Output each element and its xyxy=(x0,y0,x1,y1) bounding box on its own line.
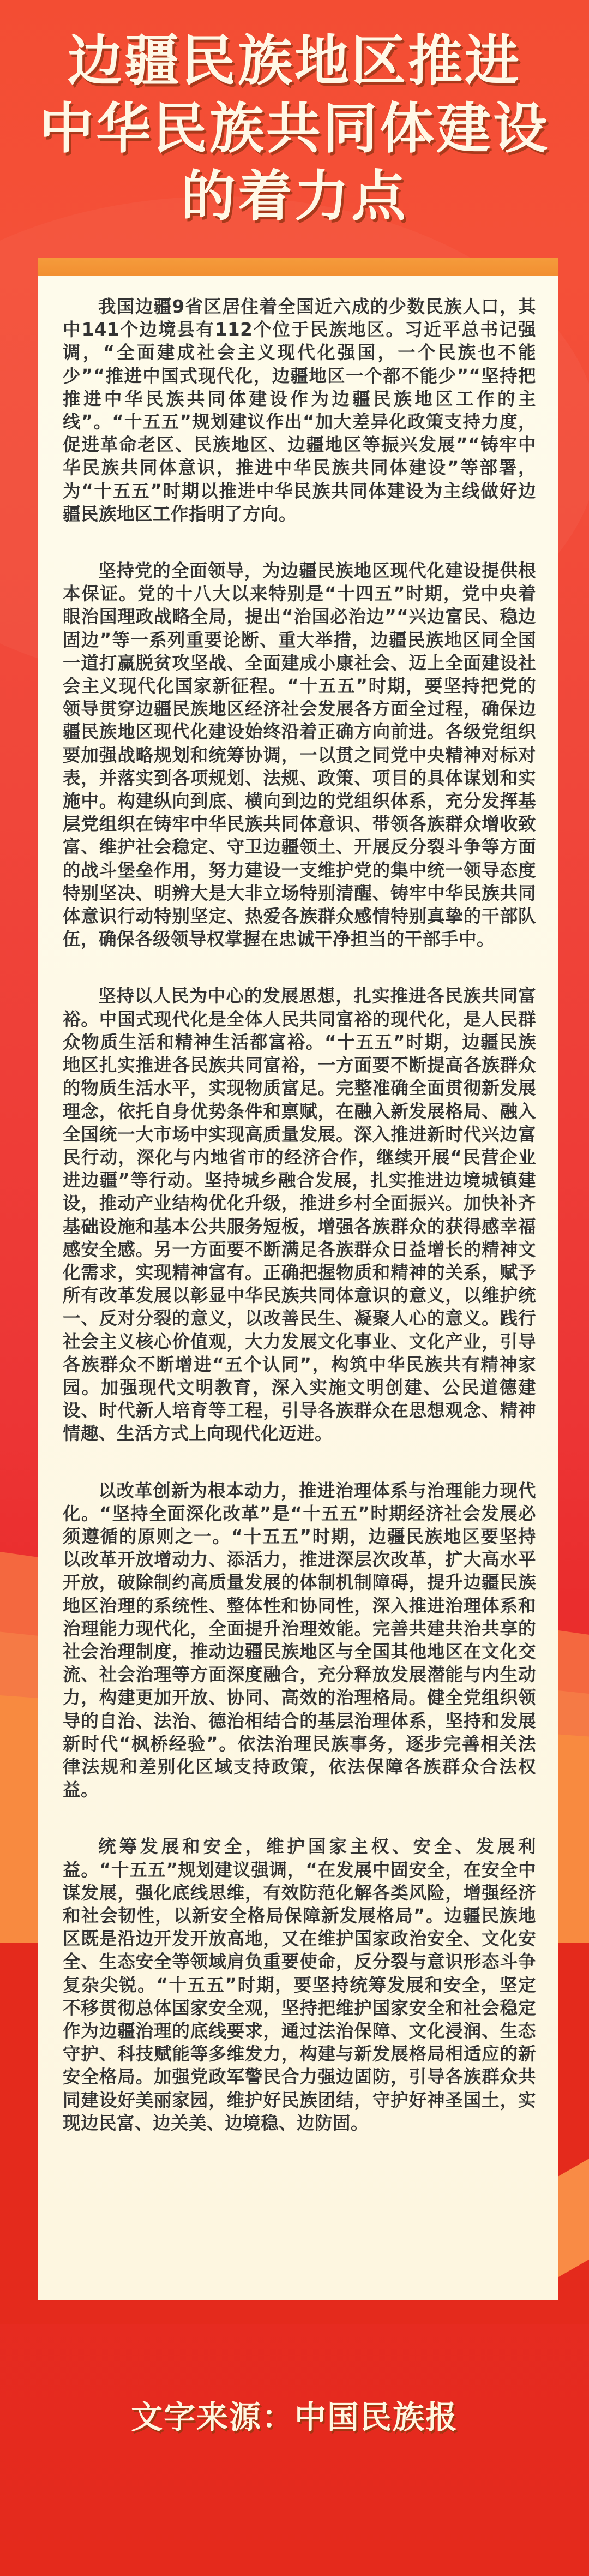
card-header-band xyxy=(38,258,558,276)
page-title xyxy=(0,27,589,230)
article-body xyxy=(38,276,558,2300)
source-credit: 文字来源：中国民族报 xyxy=(130,2399,458,2436)
article-paragraph-reform-governance: 以改革创新为根本动力，推进治理体系与治理能力现代化。“坚持全面深化改革”是“十五五”时期经济社会发展必须遵循的原则之一。“十五五”时期，边疆民族地区要坚持以改革开放增动力、添活力，推进深层次改革，扩大高水平开放，破除制约高质量发展的体制机制障碍，提升边疆民族地区治理的系统性、整体性和协同性，深入推进治理体系和治理能力现代化，全面提升治理效能。完善共建共治共享的社会治理制度，推动边疆民族地区与全国其他地区在文化交流、社会治理等方面深度融合，充分释放发展潜能与内生动力，构建更加开放、协同、高效的治理格局。健全党组织领导的自治、法治、德治相结合的基层治理体系，坚持和发展新时代“枫桥经验”。依法治理民族事务，逐步完善相关法律法规和差别化区域支持政策，依法保障各族群众合法权益。 xyxy=(63,1480,536,1801)
article-card xyxy=(38,258,558,2300)
title-line-1: 边疆民族地区推进 xyxy=(68,29,521,93)
title-line-3: 的着力点 xyxy=(181,164,408,228)
title-line-2: 中华民族共同体建设 xyxy=(39,97,550,160)
article-paragraph-party-leadership: 坚持党的全面领导，为边疆民族地区现代化建设提供根本保证。党的十八大以来特别是“十四五”时期，党中央着眼治国理政战略全局，提出“治国必治边”“兴边富民、稳边固边”等一系列重要论断、重大举措，边疆民族地区同全国一道打赢脱贫攻坚战、全面建成小康社会、迈上全面建设社会主义现代化国家新征程。“十五五”时期，要坚持把党的领导贯穿边疆民族地区经济社会发展各方面全过程，确保边疆民族地区现代化建设始终沿着正确方向前进。各级党组织要加强战略规划和统筹协调，一以贯之同党中央精神对标对表，并落实到各项规划、法规、政策、项目的具体谋划和实施中。构建纵向到底、横向到边的党组织体系，充分发挥基层党组织在铸牢中华民族共同体意识、带领各族群众增收致富、维护社会稳定、守卫边疆领土、开展反分裂斗争等方面的战斗堡垒作用，努力建设一支维护党的集中统一领导态度特别坚决、明辨大是大非立场特别清醒、铸牢中华民族共同体意识行动特别坚定、热爱各族群众感情特别真挚的干部队伍，确保各级领导权掌握在忠诚干净担当的干部手中。 xyxy=(63,560,536,950)
article-paragraph-development-security: 统筹发展和安全，维护国家主权、安全、发展利益。“十五五”规划建议强调，“在发展中固安全，在安全中谋发展，强化底线思维，有效防范化解各类风险，增强经济和社会韧性，以新安全格局保障新发展格局”。边疆民族地区既是沿边开发开放高地，又在维护国家政治安全、文化安全、生态安全等领域肩负重要使命，反分裂与意识形态斗争复杂尖锐。“十五五”时期，要坚持统筹发展和安全，坚定不移贯彻总体国家安全观，坚持把维护国家安全和社会稳定作为边疆治理的底线要求，通过法治保障、文化浸润、生态守护、科技赋能等多维发力，构建与新发展格局相适应的新安全格局。加强党政军警民合力强边固防，引导各族群众共同建设好美丽家园，维护好民族团结，守护好神圣国土，实现边民富、边关美、边境稳、边防固。 xyxy=(63,1836,536,2133)
article-paragraph-intro: 我国边疆9省区居住着全国近六成的少数民族人口，其中141个边境县有112个位于民族地区。习近平总书记强调，“全面建成社会主义现代化强国，一个民族也不能少”“推进中国式现代化，边疆地区一个都不能少”“坚持把推进中华民族共同体建设作为边疆民族地区工作的主线”。“十五五”规划建议作出“加大差异化政策支持力度，促进革命老区、民族地区、边疆地区等振兴发展”“铸牢中华民族共同体意识，推进中华民族共同体建设”等部署，为“十五五”时期以推进中华民族共同体建设为主线做好边疆民族地区工作指明了方向。 xyxy=(63,296,536,524)
article-paragraph-common-prosperity: 坚持以人民为中心的发展思想，扎实推进各民族共同富裕。中国式现代化是全体人民共同富裕的现代化，是人民群众物质生活和精神生活都富裕。“十五五”时期，边疆民族地区扎实推进各民族共同富裕，一方面要不断提高各族群众的物质生活水平，实现物质富足。完整准确全面贯彻新发展理念，依托自身优势条件和禀赋，在融入新发展格局、融入全国统一大市场中实现高质量发展。深入推进新时代兴边富民行动，深化与内地省市的经济合作，继续开展“民营企业进边疆”等行动。坚持城乡融合发展，扎实推进边境城镇建设，推动产业结构优化升级，推进乡村全面振兴。加快补齐基础设施和基本公共服务短板，增强各族群众的获得感幸福感安全感。另一方面要不断满足各族群众日益增长的精神文化需求，实现精神富有。正确把握物质和精神的关系，赋予所有改革发展以彰显中华民族共同体意识的意义，以维护统一、反对分裂的意义，以改善民生、凝聚人心的意义。践行社会主义核心价值观，大力发展文化事业、文化产业，引导各族群众不断增进“五个认同”，构筑中华民族共有精神家园。加强现代文明教育，深入实施文明创建、公民道德建设、时代新人培育等工程，引导各族群众在思想观念、精神情趣、生活方式上向现代化迈进。 xyxy=(63,985,536,1444)
